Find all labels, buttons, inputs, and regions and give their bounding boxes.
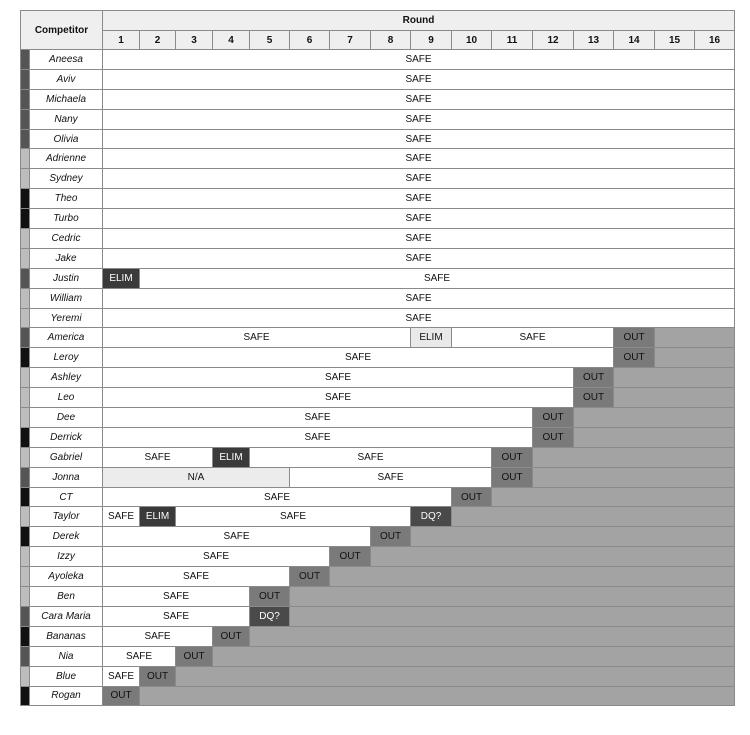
team-color-swatch — [21, 626, 30, 646]
eliminated-filler — [213, 646, 735, 666]
team-color-swatch — [21, 189, 30, 209]
team-color-swatch — [21, 149, 30, 169]
team-color-swatch — [21, 288, 30, 308]
table-row — [21, 467, 735, 487]
round-number: 13 — [574, 31, 614, 50]
table-row — [21, 427, 735, 447]
status-cell: DQ? — [411, 507, 452, 527]
eliminated-filler — [411, 527, 735, 547]
team-color-swatch — [21, 388, 30, 408]
round-number: 8 — [371, 31, 411, 50]
status-cell: SAFE — [103, 527, 371, 547]
table-row — [21, 89, 735, 109]
table-row — [21, 229, 735, 249]
team-color-swatch — [21, 666, 30, 686]
competitor-name: Izzy — [30, 547, 103, 567]
status-cell: OUT — [533, 427, 574, 447]
competitor-name: Cara Maria — [30, 606, 103, 626]
competitor-name: Adrienne — [30, 149, 103, 169]
status-cell: ELIM — [213, 447, 250, 467]
team-color-swatch — [21, 646, 30, 666]
status-cell: OUT — [176, 646, 213, 666]
status-cell: SAFE — [140, 268, 735, 288]
status-cell: SAFE — [103, 427, 533, 447]
team-color-swatch — [21, 348, 30, 368]
status-cell: SAFE — [103, 288, 735, 308]
eliminated-filler — [290, 587, 735, 607]
team-color-swatch — [21, 507, 30, 527]
competitor-name: Dee — [30, 408, 103, 428]
team-color-swatch — [21, 268, 30, 288]
status-cell: SAFE — [103, 308, 735, 328]
status-cell: OUT — [492, 447, 533, 467]
status-cell: OUT — [371, 527, 411, 547]
team-color-swatch — [21, 408, 30, 428]
eliminated-filler — [574, 427, 735, 447]
table-row — [21, 308, 735, 328]
status-cell: SAFE — [103, 50, 735, 70]
eliminated-filler — [574, 408, 735, 428]
eliminated-filler — [140, 686, 735, 706]
competitor-name: Sydney — [30, 169, 103, 189]
team-color-swatch — [21, 89, 30, 109]
competitor-name: Blue — [30, 666, 103, 686]
competitor-name: Aviv — [30, 69, 103, 89]
table-row — [21, 149, 735, 169]
team-color-swatch — [21, 686, 30, 706]
status-cell: SAFE — [103, 129, 735, 149]
eliminated-filler — [452, 507, 735, 527]
status-cell: SAFE — [103, 626, 213, 646]
status-cell: OUT — [533, 408, 574, 428]
competitor-name: Justin — [30, 268, 103, 288]
competitor-name: Cedric — [30, 229, 103, 249]
status-cell: OUT — [140, 666, 176, 686]
competitor-name: Nia — [30, 646, 103, 666]
round-header: Round — [103, 11, 735, 31]
competitor-name: America — [30, 328, 103, 348]
eliminated-filler — [614, 388, 735, 408]
team-color-swatch — [21, 547, 30, 567]
team-color-swatch — [21, 248, 30, 268]
competitor-name: CT — [30, 487, 103, 507]
table-row — [21, 408, 735, 428]
status-cell: SAFE — [103, 229, 735, 249]
eliminated-filler — [176, 666, 735, 686]
elimination-table — [20, 10, 735, 706]
round-number: 9 — [411, 31, 452, 50]
eliminated-filler — [250, 626, 735, 646]
eliminated-filler — [492, 487, 735, 507]
competitor-header: Competitor — [21, 11, 103, 50]
table-row — [21, 646, 735, 666]
table-row — [21, 626, 735, 646]
status-cell: SAFE — [103, 169, 735, 189]
table-row — [21, 50, 735, 70]
round-number: 16 — [695, 31, 735, 50]
competitor-name: Jonna — [30, 467, 103, 487]
table-row — [21, 248, 735, 268]
team-color-swatch — [21, 69, 30, 89]
round-number: 12 — [533, 31, 574, 50]
round-number: 11 — [492, 31, 533, 50]
status-cell: SAFE — [103, 567, 290, 587]
status-cell: OUT — [452, 487, 492, 507]
competitor-name: Bananas — [30, 626, 103, 646]
status-cell: N/A — [103, 467, 290, 487]
eliminated-filler — [533, 447, 735, 467]
status-cell: SAFE — [103, 606, 250, 626]
status-cell: SAFE — [103, 189, 735, 209]
table-row — [21, 547, 735, 567]
table-row — [21, 507, 735, 527]
status-cell: SAFE — [103, 507, 140, 527]
status-cell: OUT — [103, 686, 140, 706]
status-cell: SAFE — [103, 408, 533, 428]
status-cell: OUT — [492, 467, 533, 487]
status-cell: SAFE — [103, 89, 735, 109]
status-cell: SAFE — [103, 388, 574, 408]
status-cell: SAFE — [103, 547, 330, 567]
table-row — [21, 527, 735, 547]
eliminated-filler — [371, 547, 735, 567]
round-number: 4 — [213, 31, 250, 50]
table-row — [21, 567, 735, 587]
competitor-name: Derek — [30, 527, 103, 547]
competitor-name: Rogan — [30, 686, 103, 706]
table-row — [21, 587, 735, 607]
status-cell: SAFE — [103, 487, 452, 507]
status-cell: SAFE — [103, 69, 735, 89]
status-cell: ELIM — [140, 507, 176, 527]
status-cell: OUT — [213, 626, 250, 646]
status-cell: SAFE — [452, 328, 614, 348]
status-cell: OUT — [614, 328, 655, 348]
round-number: 5 — [250, 31, 290, 50]
competitor-name: Gabriel — [30, 447, 103, 467]
table-row — [21, 189, 735, 209]
status-cell: SAFE — [103, 368, 574, 388]
team-color-swatch — [21, 427, 30, 447]
competitor-name: Nany — [30, 109, 103, 129]
competitor-name: Taylor — [30, 507, 103, 527]
table-row — [21, 388, 735, 408]
table-row — [21, 129, 735, 149]
status-cell: SAFE — [103, 109, 735, 129]
status-cell: ELIM — [103, 268, 140, 288]
eliminated-filler — [533, 467, 735, 487]
table-row — [21, 666, 735, 686]
round-number: 7 — [330, 31, 371, 50]
status-cell: ELIM — [411, 328, 452, 348]
team-color-swatch — [21, 487, 30, 507]
status-cell: SAFE — [103, 149, 735, 169]
status-cell: SAFE — [103, 248, 735, 268]
competitor-name: William — [30, 288, 103, 308]
status-cell: SAFE — [103, 209, 735, 229]
round-number: 3 — [176, 31, 213, 50]
team-color-swatch — [21, 467, 30, 487]
status-cell: OUT — [574, 368, 614, 388]
eliminated-filler — [330, 567, 735, 587]
table-row — [21, 686, 735, 706]
table-row — [21, 447, 735, 467]
competitor-name: Theo — [30, 189, 103, 209]
team-color-swatch — [21, 368, 30, 388]
competitor-name: Yeremi — [30, 308, 103, 328]
status-cell: OUT — [250, 587, 290, 607]
competitor-name: Jake — [30, 248, 103, 268]
team-color-swatch — [21, 527, 30, 547]
status-cell: SAFE — [103, 447, 213, 467]
team-color-swatch — [21, 606, 30, 626]
competitor-name: Aneesa — [30, 50, 103, 70]
round-number: 2 — [140, 31, 176, 50]
eliminated-filler — [655, 348, 735, 368]
table-row — [21, 268, 735, 288]
status-cell: SAFE — [290, 467, 492, 487]
competitor-name: Michaela — [30, 89, 103, 109]
status-cell: OUT — [290, 567, 330, 587]
team-color-swatch — [21, 567, 30, 587]
table-row — [21, 209, 735, 229]
round-number: 10 — [452, 31, 492, 50]
table-row — [21, 169, 735, 189]
team-color-swatch — [21, 308, 30, 328]
status-cell: SAFE — [250, 447, 492, 467]
table-row — [21, 348, 735, 368]
status-cell: OUT — [330, 547, 371, 567]
status-cell: SAFE — [176, 507, 411, 527]
team-color-swatch — [21, 109, 30, 129]
status-cell: OUT — [614, 348, 655, 368]
table-row — [21, 328, 735, 348]
table-row — [21, 368, 735, 388]
eliminated-filler — [614, 368, 735, 388]
competitor-name: Turbo — [30, 209, 103, 229]
competitor-name: Olivia — [30, 129, 103, 149]
round-number: 6 — [290, 31, 330, 50]
status-cell: OUT — [574, 388, 614, 408]
competitor-name: Leroy — [30, 348, 103, 368]
competitor-name: Derrick — [30, 427, 103, 447]
eliminated-filler — [290, 606, 735, 626]
round-number: 1 — [103, 31, 140, 50]
status-cell: SAFE — [103, 587, 250, 607]
table-row — [21, 288, 735, 308]
table-row — [21, 109, 735, 129]
team-color-swatch — [21, 328, 30, 348]
eliminated-filler — [655, 328, 735, 348]
team-color-swatch — [21, 447, 30, 467]
team-color-swatch — [21, 129, 30, 149]
team-color-swatch — [21, 50, 30, 70]
status-cell: SAFE — [103, 666, 140, 686]
competitor-name: Ashley — [30, 368, 103, 388]
round-number: 14 — [614, 31, 655, 50]
team-color-swatch — [21, 209, 30, 229]
team-color-swatch — [21, 229, 30, 249]
round-number: 15 — [655, 31, 695, 50]
table-row — [21, 487, 735, 507]
status-cell: SAFE — [103, 646, 176, 666]
team-color-swatch — [21, 169, 30, 189]
status-cell: SAFE — [103, 348, 614, 368]
competitor-name: Leo — [30, 388, 103, 408]
competitor-name: Ben — [30, 587, 103, 607]
table-row — [21, 69, 735, 89]
status-cell: SAFE — [103, 328, 411, 348]
table-row — [21, 606, 735, 626]
competitor-name: Ayoleka — [30, 567, 103, 587]
status-cell: DQ? — [250, 606, 290, 626]
team-color-swatch — [21, 587, 30, 607]
